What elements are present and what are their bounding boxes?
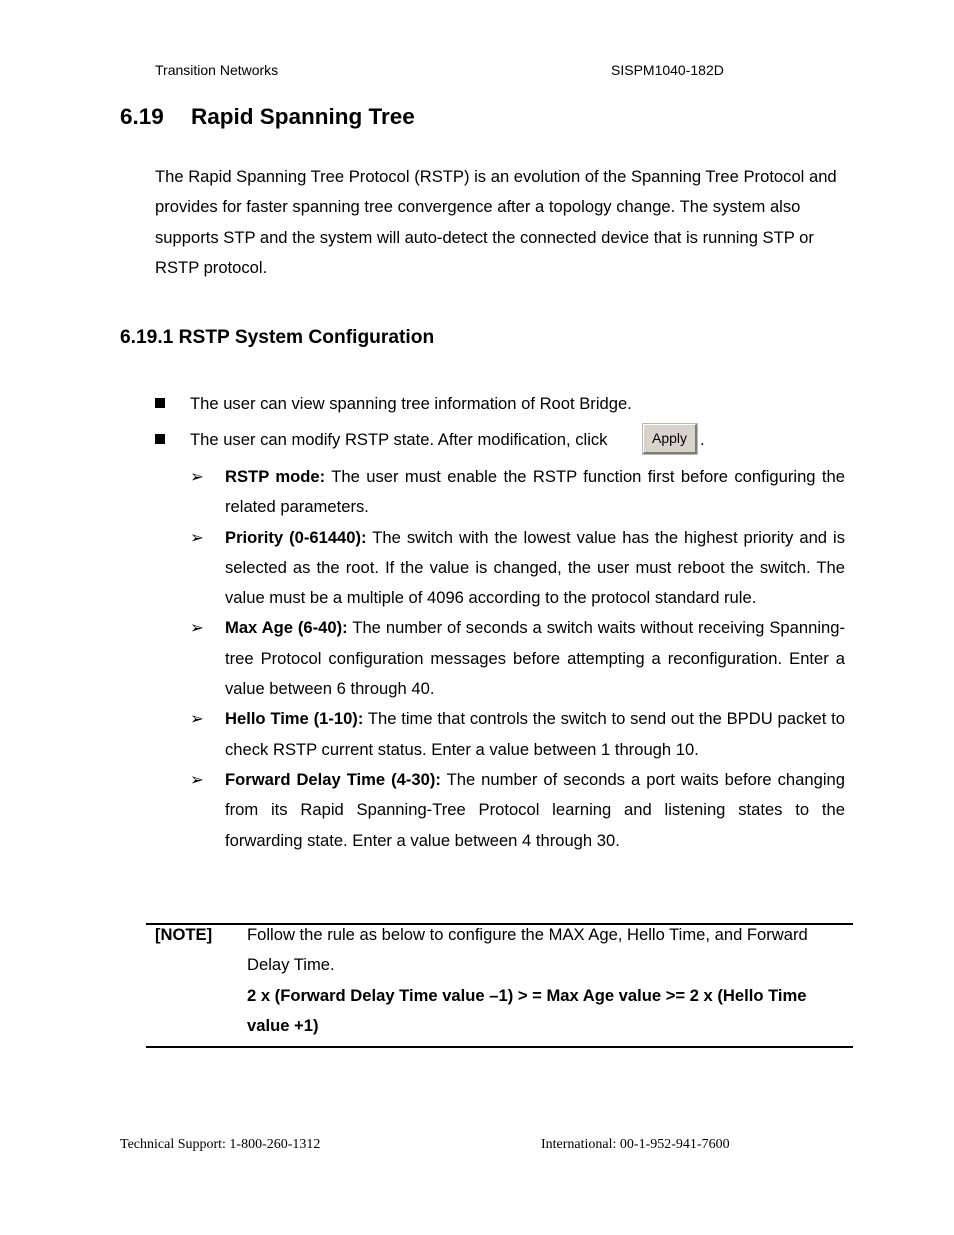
note-bottom-rule	[146, 1046, 853, 1048]
param-desc: The time that controls the switch to send out the BPDU packet to check RSTP current status. Enter a value between 1 through 10.	[225, 709, 846, 759]
apply-button[interactable]: Apply	[643, 424, 697, 454]
param-term: Hello Time (1-10):	[225, 709, 364, 729]
param-rstp-mode	[190, 462, 845, 523]
bullet-item	[155, 430, 608, 450]
note-label: [NOTE]	[155, 925, 213, 944]
param-desc: The switch with the lowest value has the highest priority and is selected as the root. If the value is changed, the user must reboot the switch. The value must be a multiple of 4096 according to the protocol standard rule.	[225, 527, 846, 608]
param-term: RSTP mode:	[225, 467, 326, 486]
param-term: Priority (0-61440):	[225, 527, 367, 547]
param-desc: The number of seconds a port waits before changing from its Rapid Spanning-Tree Protocol learning and listening states to the forwarding state. Enter a value between 4 through 30.	[225, 769, 845, 850]
header-company: Transition Networks	[155, 62, 279, 78]
arrow-bullet-icon: ➢	[190, 709, 204, 729]
sentence-period: .	[700, 430, 705, 449]
note-rule: 2 x (Forward Delay Time value –1) > = Max Age value >= 2 x (Hello Time value +1)	[247, 985, 807, 1035]
param-hello-time	[190, 704, 845, 765]
note-body	[247, 920, 847, 1041]
arrow-bullet-icon: ➢	[190, 467, 204, 486]
arrow-bullet-icon: ➢	[190, 527, 204, 547]
param-priority	[190, 523, 845, 614]
footer-international: International: 00-1-952-941-7600	[541, 1137, 730, 1152]
arrow-bullet-icon: ➢	[190, 618, 204, 638]
bullet-square-icon	[155, 434, 165, 444]
parameter-list	[190, 462, 845, 856]
footer-support: Technical Support: 1-800-260-1312	[120, 1137, 321, 1152]
param-term: Forward Delay Time (4-30):	[225, 769, 441, 789]
section-title: Rapid Spanning Tree	[191, 104, 415, 129]
bullet-square-icon	[155, 398, 165, 408]
section-number: 6.19	[120, 104, 164, 129]
bullet-text: The user can view spanning tree information of Root Bridge.	[190, 394, 632, 413]
note-text: Follow the rule as below to configure the MAX Age, Hello Time, and Forward Delay Time.	[247, 925, 808, 975]
arrow-bullet-icon: ➢	[190, 769, 204, 789]
intro-text: The Rapid Spanning Tree Protocol (RSTP) is an evolution of the Spanning Tree Protocol and provides for faster spanning tree convergence after a topology change. The system also supports STP and the system will auto-detect the connected device that is running STP or RSTP protocol.	[155, 167, 837, 277]
bullet-item	[155, 394, 632, 414]
param-max-age	[190, 613, 845, 704]
param-desc: The number of seconds a switch waits without receiving Spanning-tree Protocol configuration messages before attempting a reconfiguration. Enter a value between 6 through 40.	[225, 618, 845, 699]
subsection-title: 6.19.1 RSTP System Configuration	[120, 327, 435, 348]
param-term: Max Age (6-40):	[225, 618, 348, 638]
bullet-text: The user can modify RSTP state. After modification, click	[190, 430, 608, 449]
intro-paragraph	[155, 162, 847, 283]
section-heading	[120, 104, 415, 130]
param-desc: The user must enable the RSTP function first before configuring the related parameters.	[225, 467, 845, 517]
header-model: SISPM1040-182D	[611, 62, 724, 78]
param-forward-delay	[190, 765, 845, 856]
